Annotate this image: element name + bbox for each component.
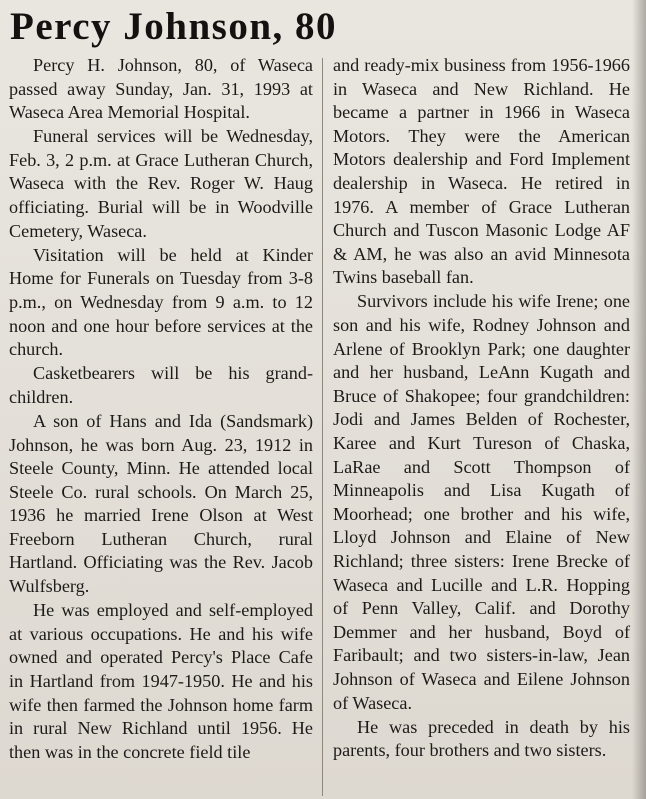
paragraph-casketbearers: Casketbearers will be his grandchildren. — [9, 363, 313, 407]
paper-edge-shadow — [632, 0, 646, 799]
paragraph-biography: A son of Hans and Ida (Sandsmark) Johnson, he was born Aug. 23, 1912 in Steele County, Minn. He attended local Steele Co. rural schools. On March 25, 1936 he married Irene Olson at West Freeborn Lutheran Church, rural Hartland. Officiating was the Rev. Jacob Wulfsberg. — [9, 410, 313, 597]
article-column-left — [9, 54, 313, 765]
column-divider — [322, 58, 323, 796]
paragraph-survivors: Survivors include his wife Irene; one son and his wife, Rodney Johnson and Arlene of Brooklyn Park; one daughter and her husband, LeAnn Kugath and Bruce of Shakopee; four grandchildren: Jodi and James Belden of Rochester, Karee and Kurt Tureson of Chaska, LaRae and Scott Thompson of Minneapolis and Lisa Kugath of Moorhead; one brother and his wife, Lloyd Johnson and Elaine of New Richland; three sisters: Irene Brecke of Waseca and Lucille and L.R. Hopping of Penn Valley, Calif. and Dorothy Demmer and her husband, Boyd of Faribault; and two sisters-in-law, Jean Johnson of Waseca and Eilene Johnson of Waseca. — [333, 291, 630, 713]
paragraph-employment-continued: and ready-mix business from 1956-1966 in Waseca and New Richland. He became a partner in 1966 in Waseca Motors. They were the American Motors dealership and Ford Implement dealership in Waseca. He retired in 1976. A member of Grace Lutheran Church and Tuscon Masonic Lodge AF & AM, he was also an avid Minnesota Twins baseball fan. — [333, 55, 630, 288]
paragraph-intro: Percy H. Johnson, 80, of Waseca passed away Sunday, Jan. 31, 1993 at Waseca Area Memorial Hospital. — [9, 55, 313, 123]
article-column-right — [333, 54, 630, 763]
paragraph-visitation: Visitation will be held at Kinder Home for Funerals on Tuesday from 3-8 p.m., on Wednesday from 9 a.m. to 12 noon and one hour before services at the church. — [9, 244, 313, 360]
paragraph-preceded: He was preceded in death by his parents, four brothers and two sisters. — [333, 716, 630, 761]
paragraph-funeral: Funeral services will be Wednesday, Feb. 3, 2 p.m. at Grace Lutheran Church, Waseca with the Rev. Roger W. Haug officiating. Burial will be in Woodville Cemetery, Waseca. — [9, 126, 313, 241]
paragraph-employment: He was employed and self-employed at various occupations. He and his wife owned and operated Percy's Place Cafe in Hartland from 1947-1950. He and his wife then farmed the Johnson home farm in rural New Richland until 1956. He then was in the concrete field tile — [9, 600, 313, 762]
article-headline: Percy Johnson, 80 — [10, 5, 338, 48]
